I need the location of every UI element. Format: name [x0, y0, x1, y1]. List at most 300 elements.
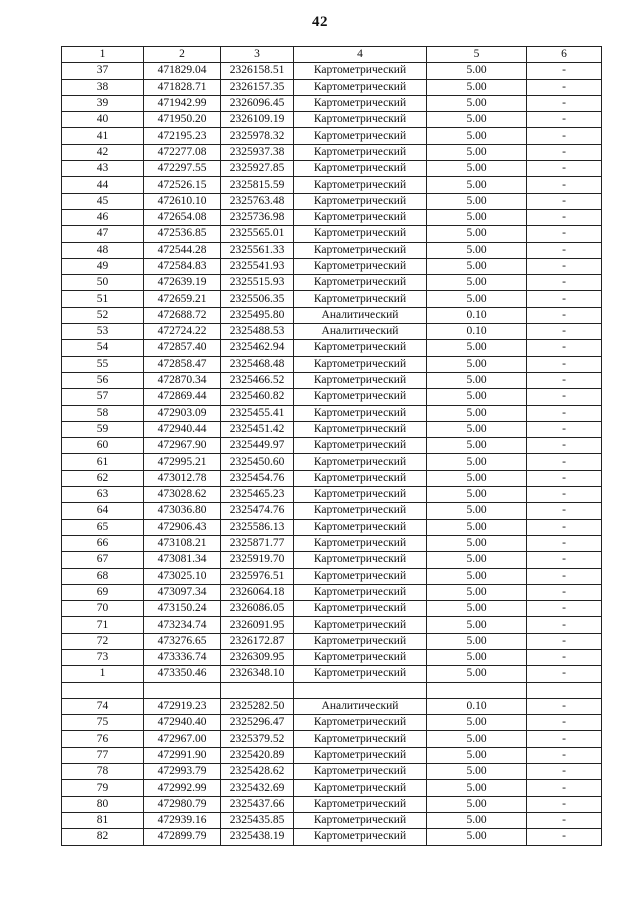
table-row — [62, 470, 602, 486]
table-cell: 47 — [62, 226, 144, 242]
table-cell: 2326064.18 — [221, 584, 294, 600]
table-row — [62, 128, 602, 144]
table-row — [62, 209, 602, 225]
table-cell — [221, 682, 294, 698]
table-cell: Аналитический — [294, 698, 427, 714]
table-cell: 70 — [62, 601, 144, 617]
table-cell: 62 — [62, 470, 144, 486]
table-cell: 5.00 — [427, 617, 527, 633]
table-cell: 1 — [62, 666, 144, 682]
table-cell: 5.00 — [427, 470, 527, 486]
table-row — [62, 405, 602, 421]
table-cell: - — [527, 275, 602, 291]
table-row — [62, 79, 602, 95]
table-cell: Картометрический — [294, 128, 427, 144]
table-row — [62, 454, 602, 470]
table-cell: 5.00 — [427, 454, 527, 470]
table-cell — [294, 682, 427, 698]
table-row — [62, 633, 602, 649]
table-header — [62, 47, 602, 63]
table-cell: Картометрический — [294, 421, 427, 437]
table-cell: 65 — [62, 519, 144, 535]
table-row — [62, 503, 602, 519]
table-cell: - — [527, 470, 602, 486]
table-cell: Картометрический — [294, 829, 427, 845]
table-cell: Картометрический — [294, 812, 427, 828]
table-row — [62, 421, 602, 437]
table-cell: Картометрический — [294, 275, 427, 291]
table-cell: - — [527, 487, 602, 503]
table-cell: - — [527, 112, 602, 128]
table-cell: 5.00 — [427, 63, 527, 79]
table-cell: 2325937.38 — [221, 144, 294, 160]
table-cell: - — [527, 438, 602, 454]
table-cell: Картометрический — [294, 356, 427, 372]
table-cell: 472195.23 — [144, 128, 221, 144]
table-cell: 42 — [62, 144, 144, 160]
table-cell: Картометрический — [294, 666, 427, 682]
table-cell: 38 — [62, 79, 144, 95]
table-cell: 2325451.42 — [221, 421, 294, 437]
table-cell: - — [527, 796, 602, 812]
table-cell: - — [527, 568, 602, 584]
table-row — [62, 535, 602, 551]
table-cell: - — [527, 63, 602, 79]
table-row — [62, 242, 602, 258]
table-cell: 2325815.59 — [221, 177, 294, 193]
table-cell: 56 — [62, 372, 144, 388]
table-cell: - — [527, 601, 602, 617]
table-cell: 5.00 — [427, 340, 527, 356]
column-header-5: 5 — [427, 47, 527, 63]
table-cell: 66 — [62, 535, 144, 551]
table-row — [62, 177, 602, 193]
table-cell: 2326091.95 — [221, 617, 294, 633]
table-cell: - — [527, 503, 602, 519]
table-cell: - — [527, 780, 602, 796]
table-cell: 76 — [62, 731, 144, 747]
table-row — [62, 95, 602, 111]
table-cell: 473150.24 — [144, 601, 221, 617]
table-cell: 2326157.35 — [221, 79, 294, 95]
table-cell: 5.00 — [427, 601, 527, 617]
table-cell: Аналитический — [294, 307, 427, 323]
table-cell: - — [527, 747, 602, 763]
table-cell: 2325437.66 — [221, 796, 294, 812]
table-cell: 471950.20 — [144, 112, 221, 128]
table-cell: 59 — [62, 421, 144, 437]
table-cell: 473097.34 — [144, 584, 221, 600]
table-cell: 473350.46 — [144, 666, 221, 682]
table-cell — [427, 682, 527, 698]
table-cell: 2325450.60 — [221, 454, 294, 470]
table-cell: 55 — [62, 356, 144, 372]
table-cell: 46 — [62, 209, 144, 225]
table-cell: 37 — [62, 63, 144, 79]
table-cell: 58 — [62, 405, 144, 421]
table-cell: - — [527, 209, 602, 225]
table-row — [62, 193, 602, 209]
table-cell: 77 — [62, 747, 144, 763]
table-cell: Картометрический — [294, 747, 427, 763]
table-row — [62, 258, 602, 274]
table-row — [62, 601, 602, 617]
table-cell: Картометрический — [294, 144, 427, 160]
table-cell: - — [527, 764, 602, 780]
table-cell: 472297.55 — [144, 161, 221, 177]
table-cell: 473108.21 — [144, 535, 221, 551]
table-cell: 2326348.10 — [221, 666, 294, 682]
table-row — [62, 617, 602, 633]
table-cell: Картометрический — [294, 438, 427, 454]
table-cell: Картометрический — [294, 63, 427, 79]
table-cell: 472919.23 — [144, 698, 221, 714]
table-cell: 472870.34 — [144, 372, 221, 388]
table-cell: 61 — [62, 454, 144, 470]
table-cell: Картометрический — [294, 389, 427, 405]
table-cell: 64 — [62, 503, 144, 519]
table-cell: 2326309.95 — [221, 649, 294, 665]
table-cell: Картометрический — [294, 503, 427, 519]
table-cell: 5.00 — [427, 535, 527, 551]
table-row — [62, 519, 602, 535]
table-cell: 5.00 — [427, 144, 527, 160]
table-cell: - — [527, 161, 602, 177]
table-row — [62, 356, 602, 372]
table-cell: Картометрический — [294, 617, 427, 633]
table-cell: Картометрический — [294, 226, 427, 242]
table-cell: 5.00 — [427, 258, 527, 274]
table-cell: 5.00 — [427, 649, 527, 665]
table-cell: - — [527, 356, 602, 372]
table-row — [62, 226, 602, 242]
column-header-3: 3 — [221, 47, 294, 63]
table-cell: 5.00 — [427, 356, 527, 372]
table-cell: Картометрический — [294, 584, 427, 600]
coordinates-table — [61, 46, 602, 846]
table-cell: 2326109.19 — [221, 112, 294, 128]
table-row — [62, 666, 602, 682]
table-cell: 5.00 — [427, 780, 527, 796]
table-cell: - — [527, 340, 602, 356]
table-cell: Картометрический — [294, 649, 427, 665]
table-row — [62, 649, 602, 665]
table-cell: 5.00 — [427, 666, 527, 682]
table-cell: - — [527, 731, 602, 747]
table-cell: - — [527, 617, 602, 633]
table-cell: 5.00 — [427, 747, 527, 763]
table-row — [62, 144, 602, 160]
table-cell: - — [527, 584, 602, 600]
table-cell: 472724.22 — [144, 324, 221, 340]
table-cell: 472858.47 — [144, 356, 221, 372]
table-cell — [144, 682, 221, 698]
table-cell: 473028.62 — [144, 487, 221, 503]
table-cell: 5.00 — [427, 193, 527, 209]
table-cell: - — [527, 324, 602, 340]
table-cell: 472584.83 — [144, 258, 221, 274]
table-cell: 52 — [62, 307, 144, 323]
table-cell: 2325919.70 — [221, 552, 294, 568]
table-cell: - — [527, 307, 602, 323]
table-cell: 5.00 — [427, 812, 527, 828]
table-row — [62, 307, 602, 323]
table-cell: 472967.00 — [144, 731, 221, 747]
table-cell: 5.00 — [427, 829, 527, 845]
table-row — [62, 372, 602, 388]
table-cell: 82 — [62, 829, 144, 845]
table-row — [62, 161, 602, 177]
table-cell: 5.00 — [427, 552, 527, 568]
table-cell: - — [527, 649, 602, 665]
table-cell: 5.00 — [427, 405, 527, 421]
table-cell: - — [527, 829, 602, 845]
table-cell: 472536.85 — [144, 226, 221, 242]
table-cell: 5.00 — [427, 519, 527, 535]
table-cell: 2325561.33 — [221, 242, 294, 258]
table-row — [62, 764, 602, 780]
table-cell: 2326086.05 — [221, 601, 294, 617]
table-cell: 5.00 — [427, 209, 527, 225]
table-cell: 2325435.85 — [221, 812, 294, 828]
table-cell: 5.00 — [427, 79, 527, 95]
table-cell: 63 — [62, 487, 144, 503]
table-row — [62, 112, 602, 128]
table-row — [62, 780, 602, 796]
table-cell: 2325488.53 — [221, 324, 294, 340]
table-cell: 472939.16 — [144, 812, 221, 828]
table-row — [62, 812, 602, 828]
table-cell: 45 — [62, 193, 144, 209]
table-cell: 5.00 — [427, 275, 527, 291]
table-cell: 74 — [62, 698, 144, 714]
table-cell: 2325736.98 — [221, 209, 294, 225]
table-cell: 5.00 — [427, 438, 527, 454]
table-cell: 472869.44 — [144, 389, 221, 405]
table-cell: 5.00 — [427, 389, 527, 405]
table-cell: - — [527, 405, 602, 421]
table-cell: Картометрический — [294, 95, 427, 111]
table-cell: Картометрический — [294, 780, 427, 796]
table-cell: 472992.99 — [144, 780, 221, 796]
table-cell: 2325465.23 — [221, 487, 294, 503]
table-row — [62, 389, 602, 405]
column-header-1: 1 — [62, 47, 144, 63]
table-cell: 2325976.51 — [221, 568, 294, 584]
table-cell: 51 — [62, 291, 144, 307]
table-cell: 471829.04 — [144, 63, 221, 79]
table-cell: 2325432.69 — [221, 780, 294, 796]
table-cell: - — [527, 291, 602, 307]
table-cell: - — [527, 519, 602, 535]
table-cell: 5.00 — [427, 764, 527, 780]
table-cell: 75 — [62, 715, 144, 731]
table-cell: 2325927.85 — [221, 161, 294, 177]
table-cell — [527, 682, 602, 698]
table-cell: Картометрический — [294, 552, 427, 568]
table-cell: - — [527, 421, 602, 437]
table-cell: 2325495.80 — [221, 307, 294, 323]
table-cell: - — [527, 226, 602, 242]
table-cell: 2325455.41 — [221, 405, 294, 421]
table-cell: - — [527, 812, 602, 828]
table-cell: 73 — [62, 649, 144, 665]
table-cell: 79 — [62, 780, 144, 796]
table-cell: - — [527, 79, 602, 95]
table-cell: 5.00 — [427, 112, 527, 128]
table-cell: 473336.74 — [144, 649, 221, 665]
table-cell: 2325428.62 — [221, 764, 294, 780]
table-cell: 472659.21 — [144, 291, 221, 307]
table-row — [62, 829, 602, 845]
table-cell: 72 — [62, 633, 144, 649]
table-cell: Картометрический — [294, 796, 427, 812]
table-cell: 473081.34 — [144, 552, 221, 568]
table-cell: 472991.90 — [144, 747, 221, 763]
table-cell: 0.10 — [427, 698, 527, 714]
table-cell: 2326172.87 — [221, 633, 294, 649]
table-row — [62, 796, 602, 812]
table-cell: 2326158.51 — [221, 63, 294, 79]
table-cell: Картометрический — [294, 161, 427, 177]
table-cell: 472857.40 — [144, 340, 221, 356]
table-cell: Картометрический — [294, 633, 427, 649]
table-cell: 2325296.47 — [221, 715, 294, 731]
table-cell: 68 — [62, 568, 144, 584]
table-cell: Картометрический — [294, 519, 427, 535]
table-cell: 472906.43 — [144, 519, 221, 535]
table-cell: 48 — [62, 242, 144, 258]
table-cell: 67 — [62, 552, 144, 568]
table-cell: 2325515.93 — [221, 275, 294, 291]
table-cell: 2325282.50 — [221, 698, 294, 714]
table-cell: 472610.10 — [144, 193, 221, 209]
table-cell: Картометрический — [294, 470, 427, 486]
table-cell: - — [527, 144, 602, 160]
table-row — [62, 324, 602, 340]
table-cell: 471828.71 — [144, 79, 221, 95]
table-cell: Картометрический — [294, 291, 427, 307]
table-row — [62, 715, 602, 731]
table-cell: Картометрический — [294, 715, 427, 731]
table-cell: 2326096.45 — [221, 95, 294, 111]
table-cell: 472940.40 — [144, 715, 221, 731]
table-cell: - — [527, 242, 602, 258]
table-cell: 472967.90 — [144, 438, 221, 454]
table-cell: Картометрический — [294, 209, 427, 225]
table-cell: - — [527, 552, 602, 568]
table-cell: - — [527, 193, 602, 209]
table-cell: 5.00 — [427, 95, 527, 111]
table-cell: 2325462.94 — [221, 340, 294, 356]
table-cell: - — [527, 258, 602, 274]
table-cell: - — [527, 666, 602, 682]
table-cell: 41 — [62, 128, 144, 144]
table-cell: 40 — [62, 112, 144, 128]
table-cell: 5.00 — [427, 128, 527, 144]
table-cell: 53 — [62, 324, 144, 340]
table-cell: 2325460.82 — [221, 389, 294, 405]
table-cell: 0.10 — [427, 324, 527, 340]
table-cell: Картометрический — [294, 79, 427, 95]
table-cell: - — [527, 177, 602, 193]
table-cell: 471942.99 — [144, 95, 221, 111]
table-cell: 2325468.48 — [221, 356, 294, 372]
table-cell: Картометрический — [294, 340, 427, 356]
table-cell: 39 — [62, 95, 144, 111]
table-row — [62, 63, 602, 79]
table-cell: 5.00 — [427, 421, 527, 437]
table-cell: 2325541.93 — [221, 258, 294, 274]
table-cell: - — [527, 372, 602, 388]
table-row — [62, 291, 602, 307]
table-cell: Картометрический — [294, 731, 427, 747]
table-cell: 81 — [62, 812, 144, 828]
table-cell: 2325420.89 — [221, 747, 294, 763]
table-cell: 2325438.19 — [221, 829, 294, 845]
table-cell: 57 — [62, 389, 144, 405]
table-cell: Картометрический — [294, 764, 427, 780]
table-cell: 5.00 — [427, 568, 527, 584]
table-cell: Картометрический — [294, 372, 427, 388]
table-cell: 2325474.76 — [221, 503, 294, 519]
table-cell: 472544.28 — [144, 242, 221, 258]
table-cell: 43 — [62, 161, 144, 177]
table-cell: 473276.65 — [144, 633, 221, 649]
table-row — [62, 747, 602, 763]
table-cell: - — [527, 535, 602, 551]
table-cell: Картометрический — [294, 112, 427, 128]
table-cell: 5.00 — [427, 715, 527, 731]
table-cell: 5.00 — [427, 372, 527, 388]
table-cell: 71 — [62, 617, 144, 633]
table-cell: 473234.74 — [144, 617, 221, 633]
table-row — [62, 584, 602, 600]
table-cell: - — [527, 698, 602, 714]
table-cell: 473012.78 — [144, 470, 221, 486]
table-cell: Картометрический — [294, 601, 427, 617]
table-cell: 5.00 — [427, 584, 527, 600]
table-row — [62, 340, 602, 356]
table-cell: 0.10 — [427, 307, 527, 323]
table-cell: 5.00 — [427, 226, 527, 242]
table-cell: 473025.10 — [144, 568, 221, 584]
table-cell: 2325586.13 — [221, 519, 294, 535]
table-cell: 60 — [62, 438, 144, 454]
table-cell: 5.00 — [427, 731, 527, 747]
table-cell: 2325454.76 — [221, 470, 294, 486]
table-cell: 54 — [62, 340, 144, 356]
table-cell: 5.00 — [427, 796, 527, 812]
table-cell: Картометрический — [294, 454, 427, 470]
table-cell: - — [527, 128, 602, 144]
table-cell: 5.00 — [427, 503, 527, 519]
table-cell: Аналитический — [294, 324, 427, 340]
table-row — [62, 552, 602, 568]
header-row — [62, 47, 602, 63]
table-cell: 473036.80 — [144, 503, 221, 519]
page-number: 42 — [312, 14, 328, 30]
table-cell: Картометрический — [294, 193, 427, 209]
table-cell: 472903.09 — [144, 405, 221, 421]
column-header-6: 6 — [527, 47, 602, 63]
table-cell: - — [527, 633, 602, 649]
table-row — [62, 568, 602, 584]
table-cell: 472639.19 — [144, 275, 221, 291]
table-cell: 2325871.77 — [221, 535, 294, 551]
table-cell: Картометрический — [294, 258, 427, 274]
table-cell: - — [527, 389, 602, 405]
